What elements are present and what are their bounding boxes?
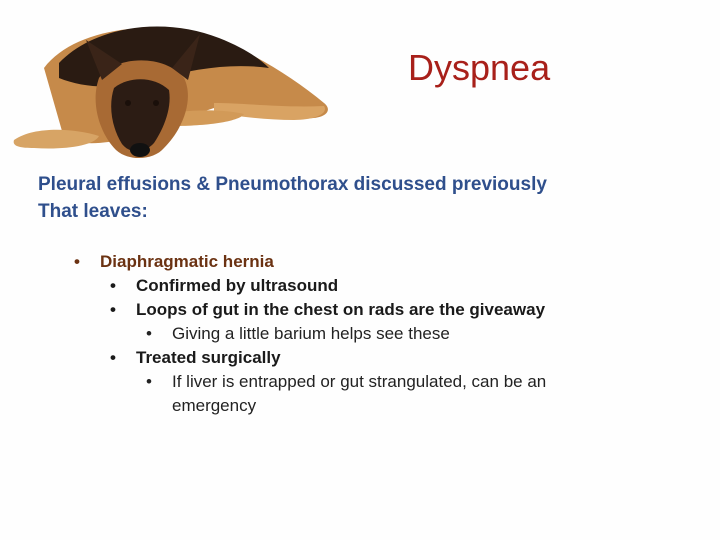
bullet-glyph: • xyxy=(146,324,152,343)
bullet-glyph: • xyxy=(110,276,116,295)
bullet-item-level3: If liver is entrapped or gut strangulated, can be an xyxy=(172,372,547,391)
bullet-glyph: • xyxy=(146,372,152,391)
german-shepherd-image xyxy=(4,8,340,164)
bullet-item-level2: Treated surgically xyxy=(136,348,281,367)
bullet-item-level2: Loops of gut in the chest on rads are the giveaway xyxy=(136,300,546,319)
bullet-item-level3: Giving a little barium helps see these xyxy=(172,324,450,343)
bullet-glyph: • xyxy=(110,348,116,367)
intro-line: That leaves: xyxy=(38,201,148,222)
bullet-glyph: • xyxy=(74,252,80,271)
bullet-item-level1: Diaphragmatic hernia xyxy=(100,252,274,271)
bullet-glyph: • xyxy=(110,300,116,319)
intro-text xyxy=(38,171,547,225)
slide-title: Dyspnea xyxy=(408,47,551,88)
bullet-item-level2: Confirmed by ultrasound xyxy=(136,276,339,295)
intro-line: Pleural effusions & Pneumothorax discussed previously xyxy=(38,174,547,195)
bullet-item-level3-continuation: emergency xyxy=(172,396,257,415)
